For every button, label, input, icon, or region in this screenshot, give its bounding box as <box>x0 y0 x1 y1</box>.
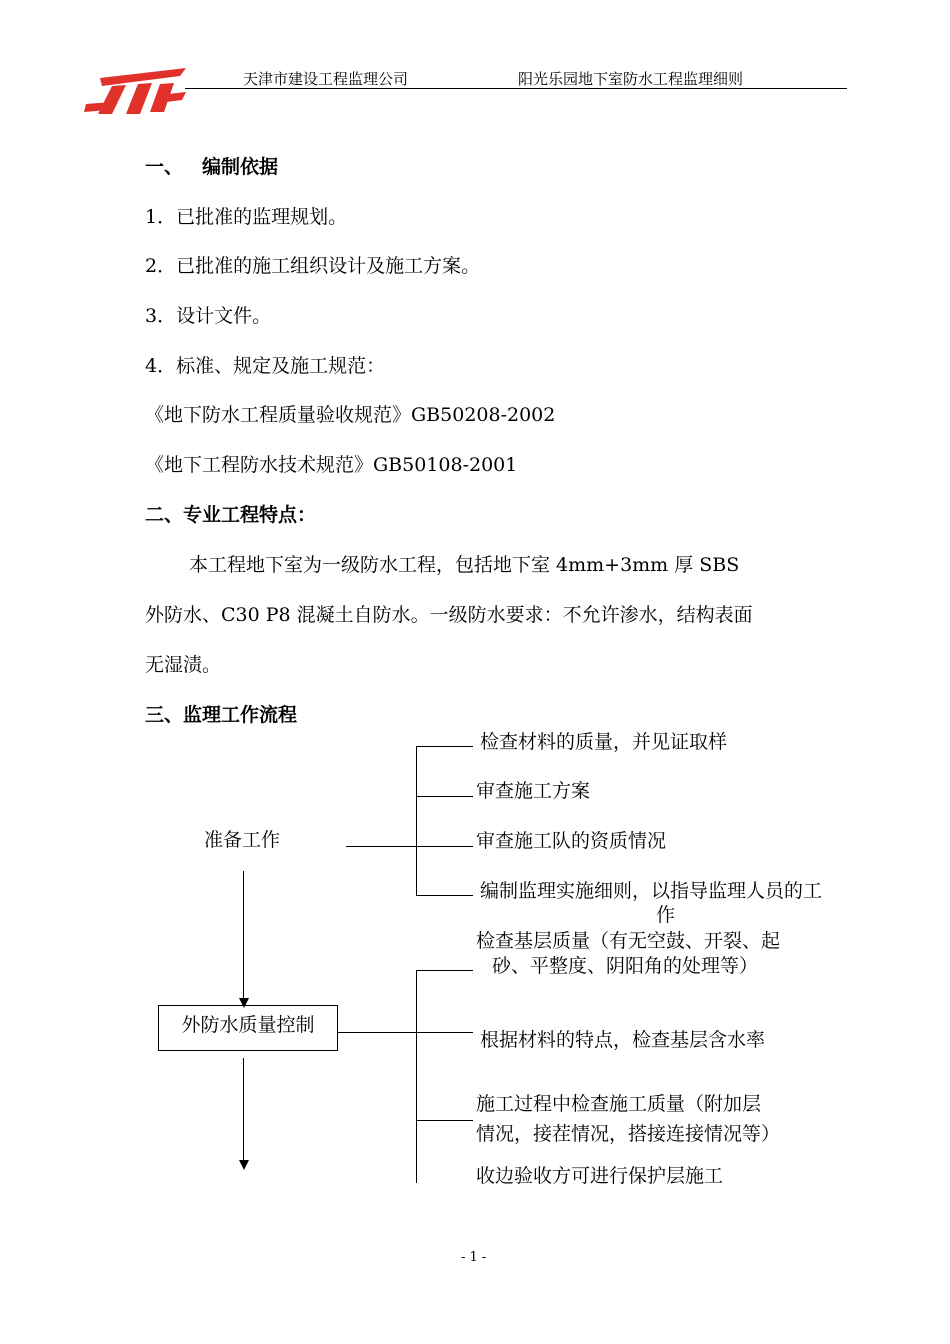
header-rule <box>185 88 847 89</box>
stage2-bracket <box>416 970 417 1183</box>
section1-number: 一、 <box>145 156 184 178</box>
stage2-branch: 根据材料的特点，检查基层含水率 <box>480 1029 766 1051</box>
section2-title: 二、专业工程特点： <box>145 504 317 526</box>
header-doc-title: 阳光乐园地下室防水工程监理细则 <box>518 70 744 88</box>
section3-title: 三、监理工作流程 <box>145 704 298 726</box>
stage2-branch: 施工过程中检查施工质量（附加层 <box>476 1093 762 1115</box>
page-number: - 1 - <box>461 1250 487 1265</box>
section2-line: 本工程地下室为一级防水工程，包括地下室 4mm+3mm 厚 SBS <box>189 554 740 576</box>
section2-line: 外防水、C30 P8 混凝土自防水。一级防水要求：不允许渗水，结构表面 <box>145 604 753 626</box>
stage1-branch: 编制监理实施细则，以指导监理人员的工 <box>480 880 823 902</box>
branch-tick <box>416 1120 473 1121</box>
stage2-label: 外防水质量控制 <box>181 1014 315 1036</box>
section2-line: 无湿渍。 <box>145 654 222 676</box>
stage1-branch: 审查施工方案 <box>476 780 591 802</box>
stage1-branch-wrap: 作 <box>656 904 676 926</box>
branch-tick <box>416 895 473 896</box>
section1-item: 3．设计文件。 <box>145 305 272 327</box>
standard-reference: 《地下防水工程质量验收规范》GB50208-2002 <box>145 404 556 426</box>
stage2-branch: 砂、平整度、阴阳角的处理等） <box>492 955 759 977</box>
flow-arrow-line <box>243 1058 244 1163</box>
branch-tick <box>416 746 473 747</box>
stage1-label: 准备工作 <box>204 829 281 851</box>
standard-reference: 《地下工程防水技术规范》GB50108-2001 <box>145 454 518 476</box>
company-logo-icon <box>82 64 190 118</box>
stage2-box <box>158 1005 338 1051</box>
header-company: 天津市建设工程监理公司 <box>243 70 409 88</box>
section1-item: 4．标准、规定及施工规范： <box>145 355 386 377</box>
stage1-branch: 检查材料的质量，并见证取样 <box>480 731 728 753</box>
stage1-branch: 审查施工队的资质情况 <box>476 830 667 852</box>
stage2-branch: 检查基层质量（有无空鼓、开裂、起 <box>476 930 781 952</box>
stage2-branch: 情况，接茬情况，搭接连接情况等） <box>476 1123 781 1145</box>
branch-tick <box>416 796 473 797</box>
branch-tick <box>416 970 473 971</box>
section1-item: 1．已批准的监理规划。 <box>145 206 348 228</box>
arrow-down-icon <box>239 1160 249 1170</box>
section1-title: 编制依据 <box>202 156 279 178</box>
flow-arrow-line <box>243 871 244 1001</box>
section1-item: 2．已批准的施工组织设计及施工方案。 <box>145 255 481 277</box>
branch-tick <box>416 1032 473 1033</box>
stage2-connector <box>338 1032 417 1033</box>
stage1-bracket <box>416 746 417 896</box>
branch-tick <box>416 846 473 847</box>
stage2-branch: 收边验收方可进行保护层施工 <box>476 1165 724 1187</box>
stage1-connector <box>346 846 417 847</box>
